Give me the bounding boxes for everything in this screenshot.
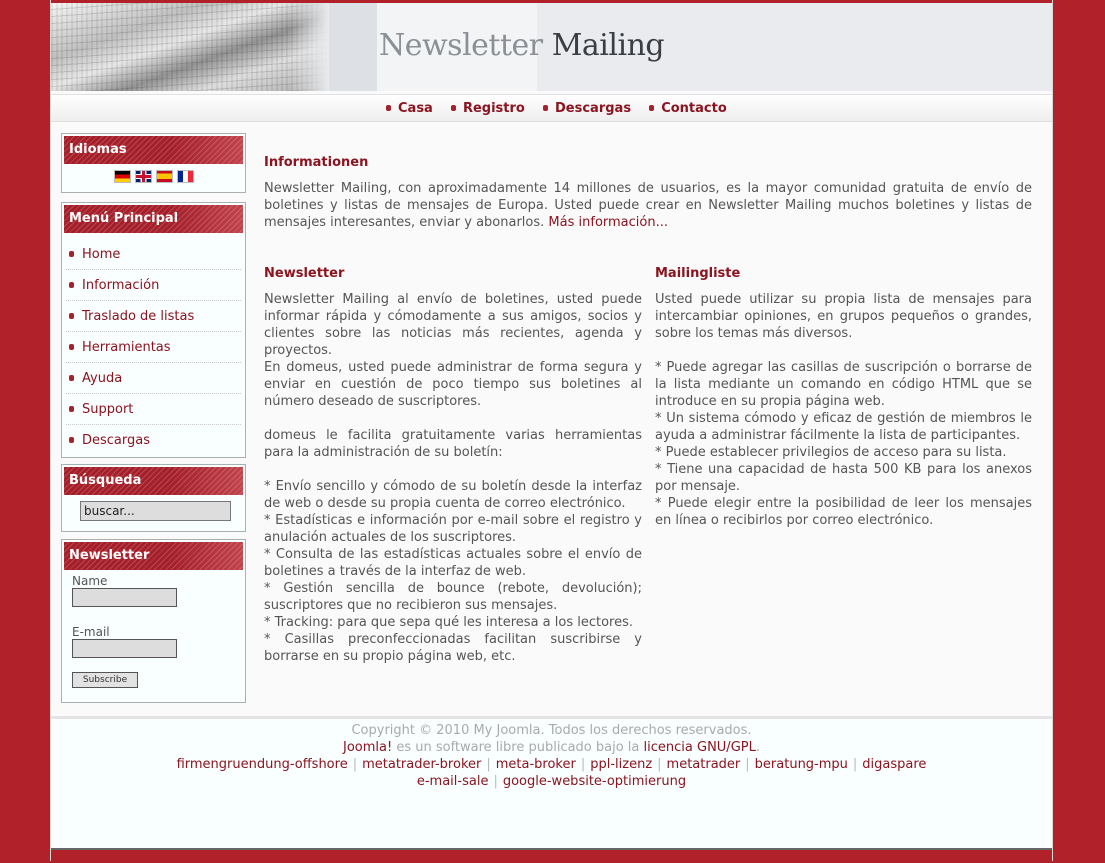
list-item: * Consulta de las estadísticas actuales sobre el envío de boletines a través de la interfaz de web. xyxy=(264,547,642,579)
nav-item-registro[interactable]: Registro xyxy=(451,101,525,116)
search-input[interactable] xyxy=(80,501,231,521)
email-field[interactable] xyxy=(72,639,177,658)
site-title-dark: Mailing xyxy=(551,28,665,63)
menu-item-informacion[interactable]: Información xyxy=(66,270,241,301)
module-title: Newsletter xyxy=(64,542,243,570)
footer-links-row: e-mail-sale | google-website-optimierung xyxy=(416,774,687,789)
mailinglist-article xyxy=(655,266,1032,529)
main-menu-module xyxy=(61,202,246,458)
subscribe-button[interactable]: Subscribe xyxy=(72,672,138,688)
fr-flag-icon[interactable] xyxy=(177,170,194,183)
language-flags xyxy=(62,166,245,192)
footer-link[interactable]: metatrader xyxy=(666,757,741,772)
license-link[interactable]: licencia GNU/GPL xyxy=(643,740,756,755)
module-title: Idiomas xyxy=(64,136,243,164)
newsletter-module xyxy=(61,539,246,703)
paragraph: Newsletter Mailing al envío de boletines, usted puede informar rápida y cómodamente a sus amigos, socios y clientes sobre las noticias más recientes, agenda y proyectos. xyxy=(264,292,642,358)
license-line: Joomla! es un software libre publicado bajo la licencia GNU/GPL. xyxy=(343,740,760,755)
module-title: Menú Principal xyxy=(64,205,243,233)
uk-flag-icon[interactable] xyxy=(135,170,152,183)
site-header xyxy=(51,3,1052,91)
list-item: * Envío sencillo y cómodo de su boletín desde la interfaz de web o desde su propia cuenta de correo electrónico. xyxy=(264,479,642,511)
email-label: E-mail xyxy=(72,625,110,639)
intro-article xyxy=(264,155,1032,231)
nav-item-casa[interactable]: Casa xyxy=(386,101,433,116)
newsletter-article xyxy=(264,266,642,665)
article-title: Informationen xyxy=(264,155,369,170)
name-label: Name xyxy=(72,574,108,588)
footer-link[interactable]: firmengruendung-offshore xyxy=(176,757,348,772)
bullet-icon xyxy=(451,105,456,111)
es-flag-icon[interactable] xyxy=(156,170,173,183)
footer-link[interactable]: e-mail-sale xyxy=(416,774,489,789)
bullet-icon xyxy=(649,105,654,111)
list-item: * Puede agregar las casillas de suscripción o borrarse de la lista mediante un comando en código HTML que se introduce en su propia página web. xyxy=(655,360,1032,409)
bullet-icon xyxy=(69,344,74,350)
menu-item-descargas[interactable]: Descargas xyxy=(66,425,241,455)
footer-link[interactable]: ppl-lizenz xyxy=(590,757,653,772)
bullet-icon xyxy=(69,313,74,319)
top-nav xyxy=(51,94,1052,122)
article-title: Newsletter xyxy=(264,266,345,281)
list-item: * Un sistema cómodo y eficaz de gestión de miembros le ayuda a administrar fácilmente la lista de participantes. xyxy=(655,411,1032,443)
nav-item-descargas[interactable]: Descargas xyxy=(543,101,631,116)
nav-item-contacto[interactable]: Contacto xyxy=(649,101,727,116)
main-menu xyxy=(62,235,245,457)
copyright: Copyright © 2010 My Joomla. Todos los derechos reservados. xyxy=(351,723,752,738)
list-item: * Casillas preconfeccionadas facilitan suscribirse y borrarse en su propio página web, etc. xyxy=(264,632,642,664)
list-item: * Tracking: para que sepa qué les interesa a los lectores. xyxy=(264,615,634,630)
menu-item-ayuda[interactable]: Ayuda xyxy=(66,363,241,394)
footer-link[interactable]: metatrader-broker xyxy=(362,757,482,772)
list-item: * Gestión sencilla de bounce (rebote, devolución); suscriptores que no recibieron sus mensajes. xyxy=(264,581,642,613)
page xyxy=(50,0,1053,861)
menu-item-herramientas[interactable]: Herramientas xyxy=(66,332,241,363)
list-item: * Tiene una capacidad de hasta 500 KB para los anexos por mensaje. xyxy=(655,462,1032,494)
search-module xyxy=(61,464,246,532)
list-item: * Puede elegir entre la posibilidad de leer los mensajes en línea o recibirlos por correo electrónico. xyxy=(655,496,1032,528)
footer-link[interactable]: digaspare xyxy=(862,757,927,772)
site-footer xyxy=(51,716,1052,851)
languages-module xyxy=(61,133,246,193)
menu-item-support[interactable]: Support xyxy=(66,394,241,425)
site-title[interactable] xyxy=(379,28,664,64)
paragraph: En domeus, usted puede administrar de forma segura y enviar en cuestión de poco tiempo sus boletines al número deseado de suscriptores. xyxy=(264,360,642,409)
article-title: Mailingliste xyxy=(655,266,741,281)
list-item: * Puede establecer privilegios de acceso para su lista. xyxy=(655,445,1007,460)
menu-item-traslado[interactable]: Traslado de listas xyxy=(66,301,241,332)
list-item: * Estadísticas e información por e-mail sobre el registro y anulación actuales de los suscriptores. xyxy=(264,513,642,545)
paragraph: Usted puede utilizar su propia lista de mensajes para intercambiar opiniones, en grupos pequeños o grandes, sobre los temas más diversos. xyxy=(655,292,1032,341)
site-title-light: Newsletter xyxy=(379,28,543,63)
bullet-icon xyxy=(69,375,74,381)
more-info-link[interactable]: Más información... xyxy=(548,215,668,230)
paragraph: domeus le facilita gratuitamente varias herramientas para la administración de su boletín: xyxy=(264,428,642,460)
footer-link[interactable]: google-website-optimierung xyxy=(502,774,687,789)
bullet-icon xyxy=(386,105,391,111)
footer-links-row: firmengruendung-offshore | metatrader-broker | meta-broker | ppl-lizenz | metatrader | beratung-mpu | digaspare xyxy=(176,757,927,772)
bullet-icon xyxy=(69,282,74,288)
name-field[interactable] xyxy=(72,588,177,607)
bullet-icon xyxy=(69,406,74,412)
newspaper-image xyxy=(51,3,329,91)
module-title: Búsqueda xyxy=(64,467,243,495)
joomla-link[interactable]: Joomla! xyxy=(343,740,393,755)
de-flag-icon[interactable] xyxy=(114,170,131,183)
header-block xyxy=(329,3,377,91)
footer-link[interactable]: meta-broker xyxy=(495,757,576,772)
bullet-icon xyxy=(69,251,74,257)
footer-link[interactable]: beratung-mpu xyxy=(754,757,848,772)
intro-text: Newsletter Mailing, con aproximadamente 14 millones de usuarios, es la mayor comunidad gratuita de envío de boletines y listas de mensajes de Europa. Usted puede crear en Newsletter Mailing muchos boletines y listas de mensajes interesantes, enviar y abonarlos. Más información... xyxy=(264,181,1032,230)
bullet-icon xyxy=(69,437,74,443)
menu-item-home[interactable]: Home xyxy=(66,239,241,270)
bullet-icon xyxy=(543,105,548,111)
